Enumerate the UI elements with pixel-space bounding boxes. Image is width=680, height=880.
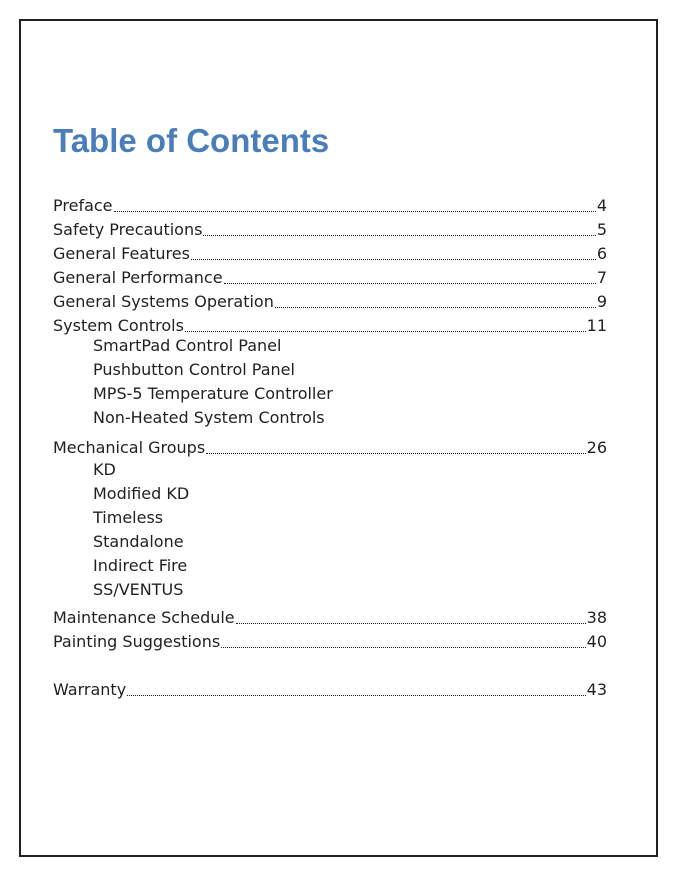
document-page	[19, 19, 658, 857]
toc-page-number: 40	[586, 632, 607, 651]
toc-page-number: 5	[596, 220, 607, 239]
page-title: Table of Contents	[53, 122, 330, 159]
toc-subentry-pushbutton[interactable]: Pushbutton Control Panel	[93, 360, 295, 379]
toc-page-number: 26	[586, 438, 607, 457]
dot-leader	[206, 452, 585, 454]
toc-subentry-kd[interactable]: KD	[93, 460, 116, 479]
dot-leader	[236, 622, 586, 624]
dot-leader	[185, 330, 586, 332]
toc-entry-painting-suggestions[interactable]	[53, 628, 607, 652]
toc-entry-label: Painting Suggestions	[53, 632, 221, 651]
toc-page-number: 9	[596, 292, 607, 311]
toc-subentry-smartpad[interactable]: SmartPad Control Panel	[93, 336, 282, 355]
dot-leader	[114, 210, 596, 212]
toc-entry-general-performance[interactable]	[53, 264, 607, 288]
toc-entry-safety-precautions[interactable]	[53, 216, 607, 240]
dot-leader	[203, 234, 595, 236]
dot-leader	[275, 306, 596, 308]
toc-entry-label: Safety Precautions	[53, 220, 203, 239]
toc-page-number: 4	[596, 196, 607, 215]
toc-entry-label: Warranty	[53, 680, 127, 699]
toc-page-number: 43	[586, 680, 607, 699]
toc-subentry-standalone[interactable]: Standalone	[93, 532, 184, 551]
toc-entry-general-features[interactable]	[53, 240, 607, 264]
toc-page-number: 11	[586, 316, 607, 335]
toc-entry-label: Maintenance Schedule	[53, 608, 235, 627]
toc-entry-label: General Features	[53, 244, 190, 263]
dot-leader	[127, 694, 585, 696]
toc-entry-label: System Controls	[53, 316, 184, 335]
toc-entry-label: General Systems Operation	[53, 292, 274, 311]
toc-subentry-mps5[interactable]: MPS-5 Temperature Controller	[93, 384, 333, 403]
toc-page-number: 38	[586, 608, 607, 627]
toc-subentry-timeless[interactable]: Timeless	[93, 508, 164, 527]
toc-entry-system-controls[interactable]	[53, 312, 607, 336]
dot-leader	[224, 282, 596, 284]
toc-page-number: 7	[596, 268, 607, 287]
toc-subentry-indirect-fire[interactable]: Indirect Fire	[93, 556, 188, 575]
toc-entry-maintenance-schedule[interactable]	[53, 604, 607, 628]
toc-entry-mechanical-groups[interactable]	[53, 434, 607, 458]
toc-subentry-ss-ventus[interactable]: SS/VENTUS	[93, 580, 184, 599]
toc-subentry-non-heated[interactable]: Non-Heated System Controls	[93, 408, 325, 427]
toc-entry-label: Mechanical Groups	[53, 438, 206, 457]
toc-entry-label: General Performance	[53, 268, 223, 287]
dot-leader	[221, 646, 585, 648]
toc-page-number: 6	[596, 244, 607, 263]
dot-leader	[191, 258, 596, 260]
toc-subentry-modified-kd[interactable]: Modified KD	[93, 484, 190, 503]
toc-entry-preface[interactable]	[53, 192, 607, 216]
toc-entry-label: Preface	[53, 196, 113, 215]
toc-entry-general-systems-operation[interactable]	[53, 288, 607, 312]
toc-entry-warranty[interactable]	[53, 676, 607, 700]
